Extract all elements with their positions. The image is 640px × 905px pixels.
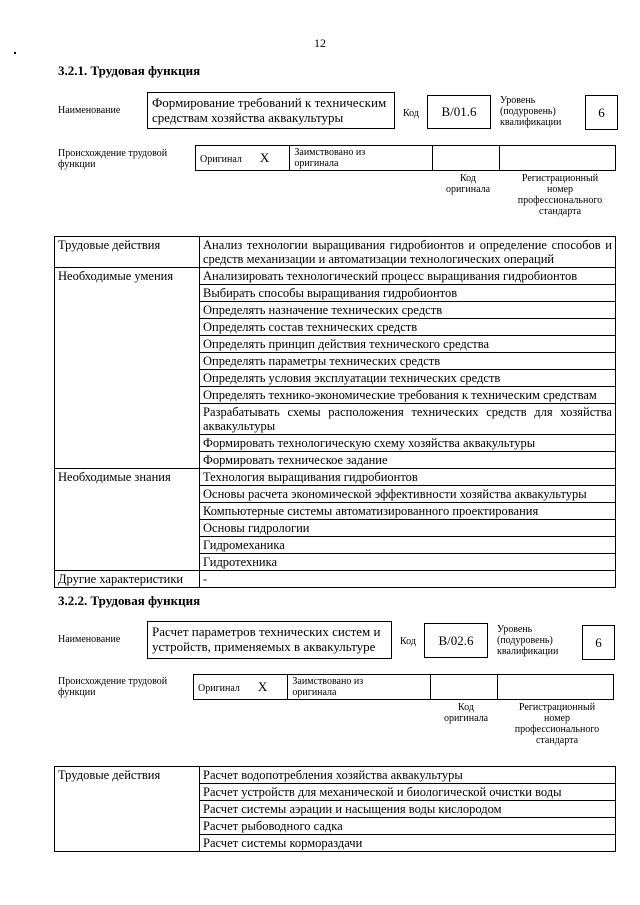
table-row — [55, 571, 616, 588]
row-item: Определять принцип действия технического средства — [200, 336, 616, 353]
origin-table — [193, 674, 614, 700]
original-cell — [196, 146, 290, 171]
reg-number-label — [499, 702, 615, 746]
row-item: Компьютерные системы автоматизированного проектирования — [200, 503, 616, 520]
row-label: Необходимые умения — [55, 268, 200, 469]
caption-line: номер — [547, 184, 573, 195]
row-item: Расчет водопотребления хозяйства аквакультуры — [200, 767, 616, 784]
caption-line: оригинала — [445, 184, 491, 195]
caption-line: Регистрационный — [521, 173, 599, 184]
row-item: Технология выращивания гидробионтов — [200, 469, 616, 486]
code-label: Код — [400, 636, 416, 647]
row-item: Гидротехника — [200, 554, 616, 571]
code-label: Код — [403, 108, 419, 119]
caption-line: оригинала — [443, 713, 489, 724]
name-label: Наименование — [58, 105, 121, 116]
level-label-line: Уровень — [500, 95, 536, 106]
borrowed-line: Заимствовано из — [292, 676, 364, 687]
level-box: 6 — [585, 95, 618, 130]
reg-number-cell — [500, 146, 616, 171]
function-table — [54, 236, 616, 588]
original-mark: X — [259, 150, 270, 165]
code-original-cell — [432, 146, 499, 171]
function-table — [54, 766, 616, 852]
row-label: Другие характеристики — [55, 571, 200, 588]
borrowed-line: оригинала — [292, 687, 337, 698]
original-mark: X — [257, 679, 268, 694]
row-item: Разрабатывать схемы расположения технических средств для хозяйства аквакультуры — [200, 404, 616, 435]
row-item: Анализ технологии выращивания гидробионтов и определение способов и средств механизации и автоматизации технологических операций — [200, 237, 616, 268]
code-original-label — [438, 173, 498, 195]
function-name-line: Расчет параметров технических систем и — [152, 624, 381, 639]
caption-line: стандарта — [538, 206, 582, 217]
row-item: Основы расчета экономической эффективности хозяйства аквакультуры — [200, 486, 616, 503]
original-label: Оригинал — [198, 683, 240, 694]
level-label — [497, 624, 558, 657]
level-label-line: (подуровень) — [500, 106, 556, 117]
caption-line: номер — [544, 713, 570, 724]
row-item: - — [200, 571, 616, 588]
borrowed-line: Заимствовано из — [294, 147, 366, 158]
table-row — [55, 237, 616, 268]
row-item: Определять условия эксплуатации технических средств — [200, 370, 616, 387]
row-item: Определять параметры технических средств — [200, 353, 616, 370]
level-label-line: (подуровень) — [497, 635, 553, 646]
origin-label-line: функции — [58, 687, 96, 698]
row-item: Формировать технологическую схему хозяйства аквакультуры — [200, 435, 616, 452]
caption-line: стандарта — [535, 735, 579, 746]
row-item: Гидромеханика — [200, 537, 616, 554]
row-item: Определять состав технических средств — [200, 319, 616, 336]
row-label: Трудовые действия — [55, 767, 200, 852]
level-label — [500, 95, 561, 128]
section-title: 3.2.2. Трудовая функция — [58, 593, 201, 608]
borrowed-cell — [288, 675, 431, 700]
level-label-line: квалификации — [497, 646, 559, 657]
section-title: 3.2.1. Трудовая функция — [58, 63, 201, 78]
caption-line: Регистрационный — [518, 702, 596, 713]
function-name-line: устройств, применяемых в аквакультуре — [152, 639, 376, 654]
table-row — [55, 268, 616, 285]
row-item: Расчет рыбоводного садка — [200, 818, 616, 835]
borrowed-line: оригинала — [294, 158, 339, 169]
code-box: B/02.6 — [424, 623, 488, 658]
table-row — [55, 767, 616, 784]
reg-number-label — [502, 173, 618, 217]
caption-line: Код — [458, 702, 474, 713]
table-row — [55, 469, 616, 486]
original-label: Оригинал — [200, 154, 242, 165]
origin-label-line: Происхождение трудовой — [58, 148, 168, 159]
row-item: Формировать техническое задание — [200, 452, 616, 469]
caption-line: профессионального — [517, 195, 603, 206]
origin-label-line: Происхождение трудовой — [58, 676, 168, 687]
row-item: Расчет системы кормораздачи — [200, 835, 616, 852]
origin-label — [58, 676, 167, 698]
row-item: Определять технико-экономические требования к техническим средствам — [200, 387, 616, 404]
scan-speck — [14, 52, 16, 54]
row-item: Основы гидрологии — [200, 520, 616, 537]
caption-line: Код — [460, 173, 476, 184]
row-item: Расчет системы аэрации и насыщения воды кислородом — [200, 801, 616, 818]
function-name-box — [147, 621, 392, 659]
code-box: B/01.6 — [427, 95, 491, 129]
code-original-cell — [430, 675, 497, 700]
origin-table — [195, 145, 616, 171]
caption-line: профессионального — [514, 724, 600, 735]
reg-number-cell — [498, 675, 614, 700]
row-item: Анализировать технологический процесс выращивания гидробионтов — [200, 268, 616, 285]
function-name-line: Формирование требований к техническим — [152, 95, 387, 110]
function-name-box — [147, 92, 395, 129]
borrowed-cell — [290, 146, 433, 171]
row-item: Расчет устройств для механической и биологической очистки воды — [200, 784, 616, 801]
level-label-line: Уровень — [497, 624, 533, 635]
level-label-line: квалификации — [500, 117, 562, 128]
code-original-label — [436, 702, 496, 724]
row-label: Необходимые знания — [55, 469, 200, 571]
name-label: Наименование — [58, 634, 121, 645]
row-item: Определять назначение технических средств — [200, 302, 616, 319]
origin-label-line: функции — [58, 159, 96, 170]
row-label: Трудовые действия — [55, 237, 200, 268]
original-cell — [194, 675, 288, 700]
level-box: 6 — [582, 625, 615, 660]
origin-label — [58, 148, 167, 170]
function-name-line: средствам хозяйства аквакультуры — [152, 110, 344, 125]
page-number: 12 — [314, 36, 326, 50]
row-item: Выбирать способы выращивания гидробионтов — [200, 285, 616, 302]
